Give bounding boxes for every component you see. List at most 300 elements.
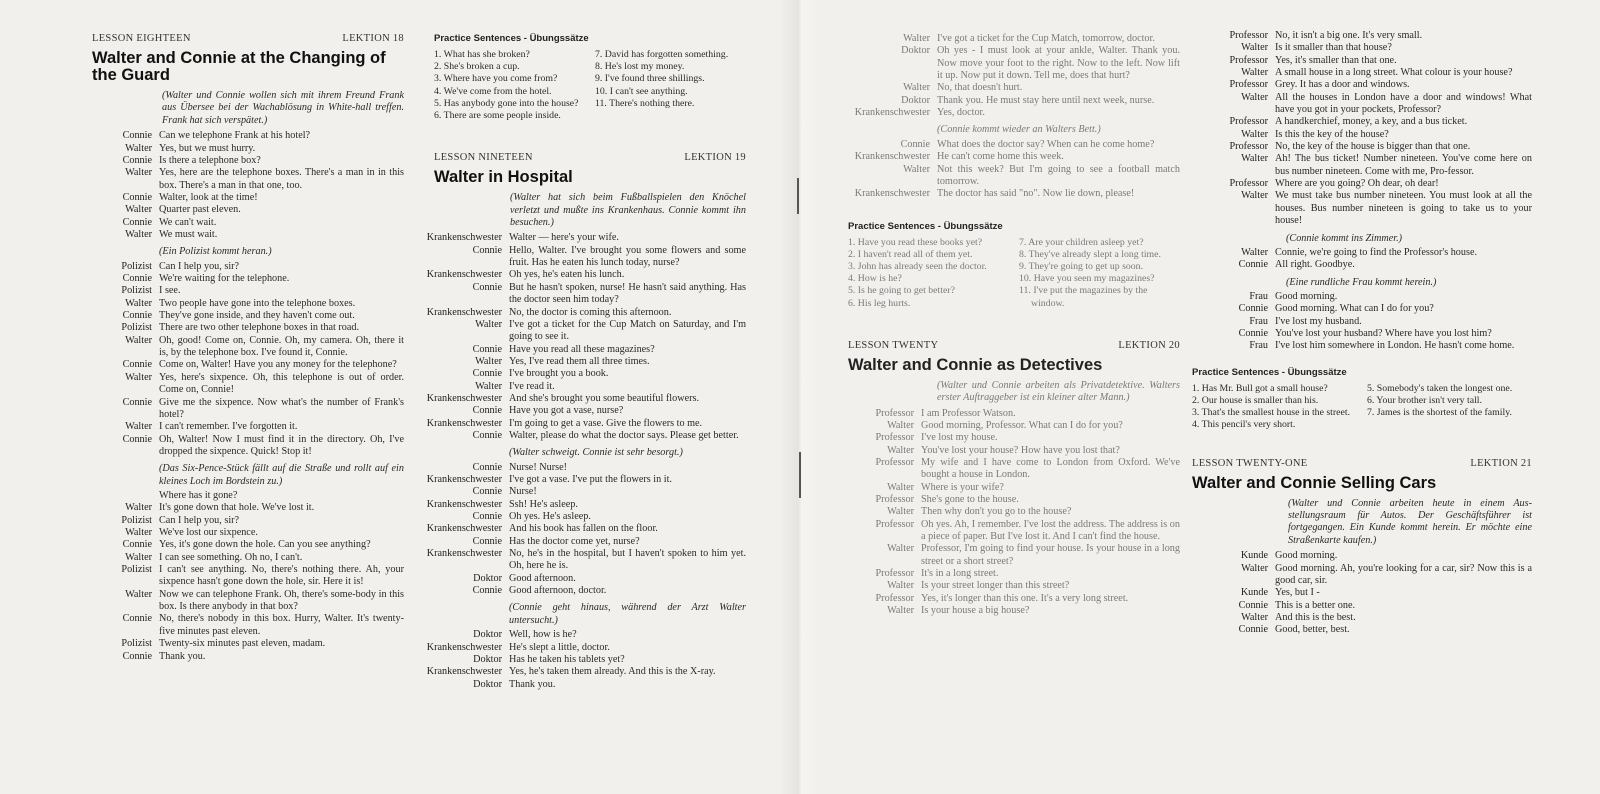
dialogue-line bbox=[1192, 259, 1532, 271]
speaker: Walter bbox=[125, 228, 152, 240]
dialogue-line bbox=[830, 33, 1180, 45]
line-text: Thank you. He must stay here until next week, nurse. bbox=[937, 94, 1155, 106]
line-text: Has he taken his tablets yet? bbox=[509, 653, 625, 665]
practice-sentence: 2. Our house is smaller than his. bbox=[1192, 394, 1319, 406]
dialogue-line bbox=[92, 130, 404, 142]
line-text: We must take bus number nineteen. You must look at all the houses. Bus number nineteen is going to take us to your house! bbox=[1275, 190, 1532, 227]
dialogue-line bbox=[92, 421, 404, 433]
speaker: Krankenschwester bbox=[426, 306, 502, 318]
speaker: Polizist bbox=[121, 260, 152, 272]
line-text: Give me the sixpence. Now what's the number of Frank's hotel? bbox=[159, 396, 404, 420]
line-text: A small house in a long street. What colour is your house? bbox=[1275, 67, 1513, 79]
speaker: Connie bbox=[122, 613, 152, 625]
speaker: Connie bbox=[122, 396, 152, 408]
lesson20-label: LESSON TWENTY bbox=[848, 339, 939, 351]
lesson18-label: LESSON EIGHTEEN bbox=[92, 33, 191, 44]
lesson20-label-de: LEKTION 20 bbox=[1118, 339, 1180, 351]
line-text: Where are you going? Oh dear, oh dear! bbox=[1275, 178, 1439, 190]
line-text: Have you got a vase, nurse? bbox=[509, 405, 624, 417]
speaker: Krankenschwester bbox=[426, 523, 502, 535]
speaker: Walter bbox=[887, 543, 914, 555]
line-text: And she's brought you some beautiful flowers. bbox=[509, 392, 699, 404]
speaker: Connie bbox=[122, 650, 152, 662]
lesson19-title: Walter in Hospital bbox=[434, 168, 573, 187]
speaker: Connie bbox=[122, 433, 152, 445]
line-text: Oh yes, he's eaten his lunch. bbox=[509, 269, 625, 281]
line-text: Good morning. Ah, you're looking for a car, sir? Now this is a good car, sir. bbox=[1275, 562, 1532, 586]
speaker: Connie bbox=[122, 539, 152, 551]
line-text: Walter, please do what the doctor says. Please get better. bbox=[509, 429, 739, 441]
practice-sentence: 3. Where have you come from? bbox=[434, 73, 558, 85]
speaker: Polizist bbox=[121, 514, 152, 526]
practice20-grid bbox=[1192, 383, 1532, 432]
dialogue-line bbox=[406, 232, 746, 244]
dialogue-line bbox=[92, 143, 404, 155]
speaker: Connie bbox=[472, 405, 502, 417]
line-text: Ssh! He's asleep. bbox=[509, 498, 578, 510]
page-fold bbox=[780, 0, 820, 794]
dialogue-line bbox=[92, 589, 404, 614]
line-text: No, that doesn't hurt. bbox=[937, 82, 1023, 94]
dialogue-line bbox=[406, 654, 746, 666]
line-text: Has the doctor come yet, nurse? bbox=[509, 535, 640, 547]
speaker: Walter bbox=[125, 502, 152, 514]
lesson20-header bbox=[848, 340, 1180, 351]
line-text: No, he's in the hospital, but I haven't spoken to him yet. Oh, here he is. bbox=[509, 548, 746, 572]
fold-mark-top bbox=[797, 178, 799, 214]
dialogue-line bbox=[830, 568, 1180, 580]
speaker: Walter bbox=[125, 142, 152, 154]
line-text: It's gone down that hole. We've lost it. bbox=[159, 502, 315, 514]
line-text: There are two other telephone boxes in that road. bbox=[159, 322, 359, 334]
dialogue-line bbox=[92, 434, 404, 459]
speaker: Walter bbox=[887, 605, 914, 617]
lesson18-dialogue-2 bbox=[92, 261, 404, 459]
practice-sentence: 8. They've already slept a long time. bbox=[1019, 248, 1161, 260]
dialogue-line bbox=[830, 408, 1180, 420]
speaker: Krankenschwester bbox=[426, 269, 502, 281]
line-text: Quarter past eleven. bbox=[159, 204, 241, 216]
line-text: Where is your wife? bbox=[921, 481, 1004, 493]
line-text: I've got a ticket for the Cup Match on Saturday, and I'm going to see it. bbox=[509, 318, 746, 343]
dialogue-line bbox=[1192, 30, 1532, 42]
speaker: Walter bbox=[125, 551, 152, 563]
dialogue-line bbox=[92, 613, 404, 638]
practice18-title: Practice Sentences - Übungssätze bbox=[434, 33, 589, 44]
practice18-grid bbox=[434, 49, 746, 122]
dialogue-line bbox=[1192, 316, 1532, 328]
line-text: It's in a long street. bbox=[921, 568, 999, 580]
line-text: Twenty-six minutes past eleven, madam. bbox=[159, 638, 326, 650]
line-text: Good morning. What can I do for you? bbox=[1275, 303, 1434, 315]
dialogue-line bbox=[1192, 116, 1532, 128]
practice-sentence: 3. That's the smallest house in the street. bbox=[1192, 407, 1351, 419]
practice-sentence: 4. We've come from the hotel. bbox=[434, 85, 552, 97]
line-text: Oh, good! Come on, Connie. Oh, my camera. Oh, there it is, by the telephone box. I've found it, Connie. bbox=[159, 334, 404, 359]
dialogue-line bbox=[92, 261, 404, 273]
line-text: Where has it gone? bbox=[159, 490, 238, 502]
line-text: Two people have gone into the telephone boxes. bbox=[159, 297, 356, 309]
dialogue-line bbox=[830, 457, 1180, 482]
speaker: Walter bbox=[1241, 562, 1268, 574]
speaker: Connie bbox=[900, 138, 930, 150]
speaker: Professor bbox=[875, 432, 914, 444]
lesson19-dialogue-cont2 bbox=[830, 139, 1180, 201]
dialogue-line bbox=[92, 397, 404, 422]
dialogue-line bbox=[92, 285, 404, 297]
line-text: You've lost your husband? Where have you lost him? bbox=[1275, 328, 1492, 340]
line-text: Then why don't you go to the house? bbox=[921, 506, 1072, 518]
speaker: Walter bbox=[125, 297, 152, 309]
speaker: Connie bbox=[472, 585, 502, 597]
dialogue-line bbox=[92, 527, 404, 539]
lesson19-intro: (Walter hat sich beim Fußballspielen den Knöchel verletzt und mußte ins Krankenhaus. Connie kommt ihn besuchen.) bbox=[510, 192, 746, 229]
dialogue-line bbox=[406, 666, 746, 678]
dialogue-line bbox=[92, 273, 404, 285]
line-text: Nurse! Nurse! bbox=[509, 461, 567, 473]
line-text: He can't come home this week. bbox=[937, 151, 1064, 163]
speaker: Kunde bbox=[1240, 587, 1268, 599]
line-text: Good morning. bbox=[1275, 291, 1338, 302]
lesson19-column bbox=[406, 33, 746, 691]
line-text: Nurse! bbox=[509, 486, 537, 498]
line-text: He's slept a little, doctor. bbox=[509, 641, 610, 653]
speaker: Walter bbox=[125, 421, 152, 433]
line-text: Grey. It has a door and windows. bbox=[1275, 79, 1410, 91]
line-text: No, the key of the house is bigger than that one. bbox=[1275, 141, 1471, 153]
line-text: No, there's nobody in this box. Hurry, Walter. It's twenty-five minutes past eleven. bbox=[159, 613, 404, 637]
lesson18-label-de: LEKTION 18 bbox=[342, 33, 404, 44]
dialogue-line bbox=[406, 282, 746, 307]
dialogue-line bbox=[1192, 550, 1532, 562]
speaker: Walter bbox=[125, 334, 152, 346]
line-text: All the houses in London have a door and windows! What have you got in your pockets, Professor? bbox=[1275, 91, 1532, 116]
practice-sentence: 3. John has already seen the doctor. bbox=[848, 260, 987, 272]
dialogue-line bbox=[92, 564, 404, 589]
line-text: I'm going to get a vase. Give the flowers to me. bbox=[509, 417, 703, 429]
lesson19-dialogue-3 bbox=[406, 629, 746, 691]
dialogue-line bbox=[92, 322, 404, 334]
speaker: Connie bbox=[472, 368, 502, 380]
lesson19-label-de: LEKTION 19 bbox=[684, 152, 746, 164]
lesson20-stage-2: (Eine rundliche Frau kommt herein.) bbox=[1286, 276, 1437, 288]
line-text: Thank you. bbox=[159, 650, 206, 662]
dialogue-line bbox=[406, 679, 746, 691]
dialogue-line bbox=[92, 515, 404, 527]
speaker: Krankenschwester bbox=[854, 188, 930, 200]
practice-sentence: 4. How is he? bbox=[848, 273, 902, 285]
dialogue-line bbox=[830, 95, 1180, 107]
dialogue-line bbox=[92, 539, 404, 551]
line-text: Yes, doctor. bbox=[937, 107, 985, 119]
lesson19-stage-2: (Connie geht hinaus, während der Arzt Walter untersucht.) bbox=[509, 602, 746, 626]
lesson19-stage-1: (Walter schweigt. Connie ist sehr besorgt.) bbox=[509, 447, 683, 459]
lesson18-stage-1: (Ein Polizist kommt heran.) bbox=[159, 246, 272, 258]
speaker: Walter bbox=[475, 318, 502, 330]
speaker: Polizist bbox=[121, 322, 152, 334]
dialogue-line bbox=[830, 432, 1180, 444]
dialogue-line bbox=[1192, 42, 1532, 54]
dialogue-line bbox=[830, 593, 1180, 605]
speaker: Doktor bbox=[473, 653, 502, 665]
line-text: A handkerchief, money, a key, and a bus ticket. bbox=[1275, 116, 1468, 128]
dialogue-line bbox=[406, 573, 746, 585]
speaker: Walter bbox=[903, 33, 930, 44]
line-text: I've lost my husband. bbox=[1275, 315, 1362, 327]
dialogue-line bbox=[92, 192, 404, 204]
line-text: My wife and I have come to London from Oxford. We've bought a house in London. bbox=[921, 456, 1180, 481]
speaker: Professor bbox=[875, 456, 914, 468]
practice20-left bbox=[1192, 383, 1357, 432]
lesson18-intro: (Walter und Connie wollen sich mit ihrem Freund Frank aus Übersee bei der Wachablösung in White-hall treffen. Frank hat sich verspätet.) bbox=[162, 90, 404, 126]
speaker: Walter bbox=[903, 82, 930, 94]
dialogue-line bbox=[830, 82, 1180, 94]
line-text: Hello, Walter. I've brought you some flowers and some fruit. Has he eaten his lunch today, nurse? bbox=[509, 244, 746, 269]
dialogue-line bbox=[92, 335, 404, 360]
speaker: Krankenschwester bbox=[854, 107, 930, 119]
lesson21-label-de: LEKTION 21 bbox=[1470, 457, 1532, 469]
line-text: No, the doctor is coming this afternoon. bbox=[509, 306, 672, 318]
lesson19-dialogue-2 bbox=[406, 462, 746, 598]
practice18-right bbox=[595, 49, 746, 122]
speaker: Connie bbox=[472, 281, 502, 293]
practice19-title: Practice Sentences - Übungssätze bbox=[848, 220, 1003, 232]
speaker: Krankenschwester bbox=[854, 151, 930, 163]
dialogue-line bbox=[92, 155, 404, 167]
dialogue-line bbox=[92, 552, 404, 564]
dialogue-line bbox=[406, 462, 746, 474]
line-text: I can't remember. I've forgotten it. bbox=[159, 421, 298, 433]
line-text: I've lost my house. bbox=[921, 432, 998, 444]
practice-sentence: 7. David has forgotten something. bbox=[595, 49, 729, 60]
lesson20-dialogue-cont2 bbox=[1192, 247, 1532, 272]
practice20-title: Practice Sentences - Übungssätze bbox=[1192, 366, 1347, 378]
dialogue-line bbox=[830, 482, 1180, 494]
speaker: Professor bbox=[875, 592, 914, 604]
speaker: Walter bbox=[887, 580, 914, 592]
dialogue-line bbox=[406, 629, 746, 641]
dialogue-line bbox=[92, 502, 404, 514]
lesson20-column bbox=[830, 33, 1180, 617]
speaker: Professor bbox=[1229, 54, 1268, 66]
speaker: Krankenschwester bbox=[426, 548, 502, 560]
practice18-left bbox=[434, 49, 585, 122]
dialogue-line bbox=[406, 642, 746, 654]
dialogue-line bbox=[1192, 563, 1532, 588]
dialogue-line bbox=[830, 188, 1180, 200]
line-text: No, it isn't a big one. It's very small. bbox=[1275, 30, 1423, 41]
speaker: Krankenschwester bbox=[426, 417, 502, 429]
speaker: Connie bbox=[1238, 259, 1268, 271]
line-text: Oh, Walter! Now I must find it in the directory. Oh, I've dropped the sixpence. Quick! Stop it! bbox=[159, 433, 404, 457]
line-text: Come on, Walter! Have you any money for the telephone? bbox=[159, 359, 397, 371]
speaker: Krankenschwester bbox=[426, 641, 502, 653]
line-text: I've got a vase. I've put the flowers in it. bbox=[509, 474, 672, 486]
speaker: Krankenschwester bbox=[426, 392, 502, 404]
line-text: Good afternoon. bbox=[509, 572, 576, 584]
dialogue-line bbox=[830, 519, 1180, 544]
practice-sentence: 5. Somebody's taken the longest one. bbox=[1367, 382, 1513, 394]
practice18 bbox=[434, 33, 746, 122]
speaker: Frau bbox=[1249, 291, 1268, 302]
speaker bbox=[92, 490, 159, 502]
speaker: Walter bbox=[1241, 611, 1268, 623]
dialogue-line bbox=[830, 605, 1180, 617]
dialogue-line bbox=[1192, 141, 1532, 153]
line-text: Professor, I'm going to find your house. Is your house in a long street or a short street? bbox=[921, 543, 1180, 567]
dialogue-line bbox=[830, 494, 1180, 506]
line-text: Well, how is he? bbox=[509, 629, 577, 641]
line-text: Yes, but we must hurry. bbox=[159, 142, 256, 154]
dialogue-line bbox=[406, 368, 746, 380]
dialogue-line bbox=[1192, 624, 1532, 636]
line-text: All right. Goodbye. bbox=[1275, 259, 1355, 271]
lesson20-intro: (Walter und Connie arbeiten als Privatdetektive. Walters erster Auftraggeber ist ein kleiner alter Mann.) bbox=[937, 379, 1180, 404]
line-text: I can see something. Oh no, I can't. bbox=[159, 551, 303, 563]
line-text: Yes, he's taken them already. And this is the X-ray. bbox=[509, 666, 716, 678]
dialogue-line bbox=[830, 45, 1180, 82]
dialogue-line bbox=[1192, 129, 1532, 141]
speaker: Walter bbox=[1241, 42, 1268, 54]
line-text: We've lost our sixpence. bbox=[159, 527, 258, 539]
lesson18-stage-2: (Das Six-Pence-Stück fällt auf die Straße und rollt auf ein kleines Loch im Bordstein zu.) bbox=[159, 463, 404, 487]
practice-sentence: 7. Are your children asleep yet? bbox=[1019, 236, 1144, 248]
practice-sentence: 1. Has Mr. Bull got a small house? bbox=[1192, 382, 1328, 394]
practice-sentence: 6. His leg hurts. bbox=[848, 297, 911, 309]
speaker: Walter bbox=[125, 527, 152, 539]
speaker: Walter bbox=[903, 163, 930, 175]
speaker: Polizist bbox=[121, 638, 152, 650]
line-text: She's gone to the house. bbox=[921, 493, 1019, 505]
lesson18-column bbox=[92, 33, 404, 663]
lesson21-dialogue-1 bbox=[1192, 550, 1532, 636]
practice20-right bbox=[1367, 383, 1532, 432]
dialogue-line bbox=[406, 523, 746, 535]
line-text: Can I help you, sir? bbox=[159, 260, 240, 272]
practice-sentence: 4. This pencil's very short. bbox=[1192, 419, 1296, 431]
speaker: Doktor bbox=[473, 678, 502, 690]
lesson19-dialogue-1 bbox=[406, 232, 746, 442]
speaker: Professor bbox=[1229, 141, 1268, 153]
practice-sentence: 1. Have you read these books yet? bbox=[848, 236, 983, 248]
line-text: Good morning. bbox=[1275, 550, 1338, 562]
lesson18-header bbox=[92, 33, 404, 44]
speaker: Walter bbox=[1241, 91, 1268, 103]
dialogue-line bbox=[406, 511, 746, 523]
line-text: We must wait. bbox=[159, 228, 218, 240]
dialogue-line bbox=[406, 585, 746, 597]
dialogue-line bbox=[1192, 92, 1532, 117]
speaker: Connie bbox=[472, 535, 502, 547]
speaker: Connie bbox=[1238, 624, 1268, 636]
line-text: And this is the best. bbox=[1275, 611, 1356, 623]
dialogue-line bbox=[1192, 587, 1532, 599]
practice-sentence: 11. I've put the magazines by the window. bbox=[1019, 285, 1148, 309]
speaker: Walter bbox=[125, 167, 152, 179]
dialogue-line bbox=[406, 548, 746, 573]
line-text: Is it smaller than that house? bbox=[1275, 42, 1392, 54]
lesson19-label: LESSON NINETEEN bbox=[434, 152, 533, 164]
line-text: Good morning, Professor. What can I do for you? bbox=[921, 419, 1123, 431]
line-text: Yes, I've read them all three times. bbox=[509, 355, 650, 367]
line-text: Ah! The bus ticket! Number nineteen. You've come here on bus number nineteen. Come with me, Pro-fessor. bbox=[1275, 153, 1532, 177]
dialogue-line bbox=[92, 490, 404, 502]
dialogue-line bbox=[830, 139, 1180, 151]
speaker: Walter bbox=[1241, 190, 1268, 202]
speaker: Professor bbox=[1229, 116, 1268, 128]
dialogue-line bbox=[92, 651, 404, 663]
speaker: Connie bbox=[122, 130, 152, 142]
speaker: Walter bbox=[1241, 128, 1268, 140]
practice-sentence: 9. They're going to get up soon. bbox=[1019, 260, 1144, 272]
dialogue-line bbox=[1192, 55, 1532, 67]
dialogue-line bbox=[406, 536, 746, 548]
dialogue-line bbox=[830, 445, 1180, 457]
speaker: Professor bbox=[1229, 79, 1268, 91]
lesson19-stage-3: (Connie kommt wieder an Walters Bett.) bbox=[937, 124, 1101, 136]
fold-mark-bottom bbox=[799, 452, 801, 498]
speaker: Connie bbox=[122, 273, 152, 285]
line-text: Is there a telephone box? bbox=[159, 154, 261, 166]
line-text: I've brought you a book. bbox=[509, 368, 609, 380]
dialogue-line bbox=[406, 405, 746, 417]
speaker: Doktor bbox=[473, 572, 502, 584]
practice19-right bbox=[1019, 237, 1180, 310]
line-text: We can't wait. bbox=[159, 216, 217, 228]
lesson20-dialogue-cont bbox=[1192, 30, 1532, 228]
dialogue-line bbox=[406, 381, 746, 393]
speaker: Doktor bbox=[901, 94, 930, 106]
line-text: Not this week? But I'm going to see a football match tomorrow. bbox=[937, 163, 1180, 187]
dialogue-line bbox=[92, 638, 404, 650]
speaker: Professor bbox=[1229, 178, 1268, 190]
speaker: Professor bbox=[875, 518, 914, 530]
line-text: Yes, but I - bbox=[1275, 587, 1320, 599]
practice-sentence: 6. Your brother isn't very tall. bbox=[1367, 394, 1482, 406]
line-text: I've read it. bbox=[509, 380, 555, 392]
speaker: Walter bbox=[887, 481, 914, 493]
dialogue-line bbox=[1192, 612, 1532, 624]
speaker: Doktor bbox=[901, 45, 930, 57]
speaker: Frau bbox=[1249, 340, 1268, 352]
dialogue-line bbox=[406, 430, 746, 442]
lesson21-label: LESSON TWENTY-ONE bbox=[1192, 457, 1308, 469]
speaker: Walter bbox=[125, 204, 152, 216]
dialogue-line bbox=[406, 319, 746, 344]
dialogue-line bbox=[92, 359, 404, 371]
dialogue-line bbox=[1192, 247, 1532, 259]
line-text: Yes, here's sixpence. Oh, this telephone is out of order. Come on, Connie! bbox=[159, 371, 404, 396]
line-text: What does the doctor say? When can he come home? bbox=[937, 138, 1155, 150]
dialogue-line bbox=[92, 372, 404, 397]
speaker: Walter bbox=[1241, 246, 1268, 258]
line-text: Thank you. bbox=[509, 678, 556, 690]
dialogue-line bbox=[830, 107, 1180, 119]
dialogue-line bbox=[92, 229, 404, 241]
dialogue-line bbox=[830, 580, 1180, 592]
speaker: Walter bbox=[475, 380, 502, 392]
dialogue-line bbox=[1192, 340, 1532, 352]
line-text: And his book has fallen on the floor. bbox=[509, 523, 658, 535]
dialogue-line bbox=[406, 245, 746, 270]
line-text: Connie, we're going to find the Professor's house. bbox=[1275, 246, 1478, 258]
line-text: I've lost him somewhere in London. He hasn't come home. bbox=[1275, 340, 1515, 352]
line-text: Yes, it's smaller than that one. bbox=[1275, 54, 1397, 66]
practice-sentence: 2. I haven't read all of them yet. bbox=[848, 248, 973, 260]
speaker: Krankenschwester bbox=[426, 498, 502, 510]
speaker: Connie bbox=[472, 343, 502, 355]
lesson20-stage-1: (Connie kommt ins Zimmer.) bbox=[1286, 232, 1403, 244]
